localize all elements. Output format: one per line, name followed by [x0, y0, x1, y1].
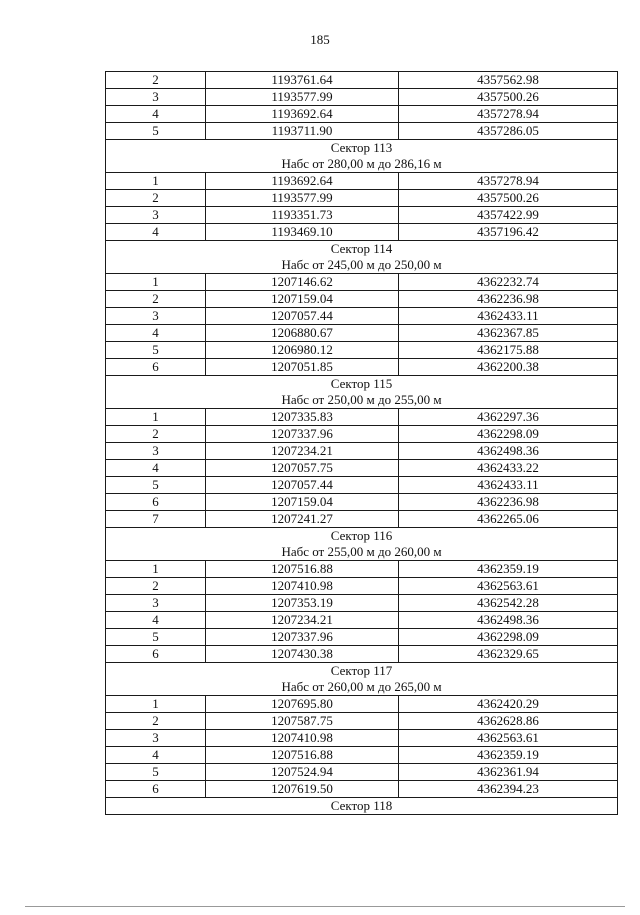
table-row: [106, 747, 618, 764]
point-number-cell: 5: [106, 764, 206, 781]
x-coordinate-cell: 1207410.98: [206, 578, 399, 595]
y-coordinate-cell: 4357278.94: [399, 173, 618, 190]
point-number-cell: 6: [106, 494, 206, 511]
point-number-cell: 4: [106, 612, 206, 629]
table-row: [106, 561, 618, 578]
x-coordinate-cell: 1207524.94: [206, 764, 399, 781]
point-number-cell: 3: [106, 308, 206, 325]
point-number-cell: 4: [106, 325, 206, 342]
table-row: [106, 106, 618, 123]
y-coordinate-cell: 4362359.19: [399, 747, 618, 764]
table-row: [106, 342, 618, 359]
x-coordinate-cell: 1207337.96: [206, 426, 399, 443]
y-coordinate-cell: 4362433.11: [399, 477, 618, 494]
x-coordinate-cell: 1193351.73: [206, 207, 399, 224]
x-coordinate-cell: 1207335.83: [206, 409, 399, 426]
x-coordinate-cell: 1193692.64: [206, 106, 399, 123]
x-coordinate-cell: 1207587.75: [206, 713, 399, 730]
point-number-cell: 4: [106, 747, 206, 764]
point-number-cell: 1: [106, 561, 206, 578]
table-row: [106, 72, 618, 89]
y-coordinate-cell: 4362265.06: [399, 511, 618, 528]
coordinates-table-body: [106, 72, 618, 815]
table-row: [106, 595, 618, 612]
sector-depth-range-row: [106, 156, 618, 173]
y-coordinate-cell: 4362298.09: [399, 629, 618, 646]
y-coordinate-cell: 4357278.94: [399, 106, 618, 123]
y-coordinate-cell: 4362298.09: [399, 426, 618, 443]
table-row: [106, 781, 618, 798]
table-row: [106, 359, 618, 376]
point-number-cell: 3: [106, 443, 206, 460]
y-coordinate-cell: 4357500.26: [399, 89, 618, 106]
x-coordinate-cell: 1193577.99: [206, 89, 399, 106]
point-number-cell: 4: [106, 460, 206, 477]
x-coordinate-cell: 1207516.88: [206, 747, 399, 764]
sector-depth-range-row: [106, 679, 618, 696]
y-coordinate-cell: 4357562.98: [399, 72, 618, 89]
point-number-cell: 3: [106, 207, 206, 224]
table-row: [106, 443, 618, 460]
y-coordinate-cell: 4362200.38: [399, 359, 618, 376]
y-coordinate-cell: 4362232.74: [399, 274, 618, 291]
y-coordinate-cell: 4362498.36: [399, 612, 618, 629]
x-coordinate-cell: 1207410.98: [206, 730, 399, 747]
x-coordinate-cell: 1207159.04: [206, 291, 399, 308]
sector-depth-range-row: [106, 257, 618, 274]
y-coordinate-cell: 4362433.22: [399, 460, 618, 477]
x-coordinate-cell: 1193577.99: [206, 190, 399, 207]
sector-depth-range: Набс от 245,00 м до 250,00 м: [106, 257, 618, 274]
table-row: [106, 190, 618, 207]
point-number-cell: 2: [106, 190, 206, 207]
y-coordinate-cell: 4357422.99: [399, 207, 618, 224]
y-coordinate-cell: 4362628.86: [399, 713, 618, 730]
x-coordinate-cell: 1207241.27: [206, 511, 399, 528]
sector-title: Сектор 114: [106, 241, 618, 258]
table-row: [106, 629, 618, 646]
table-row: [106, 291, 618, 308]
point-number-cell: 2: [106, 578, 206, 595]
point-number-cell: 4: [106, 224, 206, 241]
sector-depth-range: Набс от 260,00 м до 265,00 м: [106, 679, 618, 696]
sector-title: Сектор 118: [106, 798, 618, 815]
sector-depth-range-row: [106, 544, 618, 561]
x-coordinate-cell: 1207337.96: [206, 629, 399, 646]
point-number-cell: 2: [106, 291, 206, 308]
sector-title-row: [106, 528, 618, 545]
x-coordinate-cell: 1207057.44: [206, 477, 399, 494]
point-number-cell: 6: [106, 781, 206, 798]
table-row: [106, 646, 618, 663]
sector-depth-range-row: [106, 392, 618, 409]
x-coordinate-cell: 1193692.64: [206, 173, 399, 190]
table-row: [106, 764, 618, 781]
sector-title: Сектор 113: [106, 140, 618, 157]
x-coordinate-cell: 1207051.85: [206, 359, 399, 376]
sector-title-row: [106, 376, 618, 393]
point-number-cell: 2: [106, 72, 206, 89]
table-row: [106, 696, 618, 713]
point-number-cell: 3: [106, 730, 206, 747]
table-row: [106, 224, 618, 241]
point-number-cell: 1: [106, 696, 206, 713]
table-row: [106, 612, 618, 629]
point-number-cell: 6: [106, 359, 206, 376]
sector-title-row: [106, 663, 618, 680]
table-row: [106, 274, 618, 291]
table-row: [106, 730, 618, 747]
y-coordinate-cell: 4362329.65: [399, 646, 618, 663]
page-number: 185: [310, 32, 330, 47]
y-coordinate-cell: 4357500.26: [399, 190, 618, 207]
x-coordinate-cell: 1207234.21: [206, 443, 399, 460]
coordinates-table: [105, 71, 618, 815]
table-row: [106, 713, 618, 730]
sector-title-row: [106, 798, 618, 815]
table-row: [106, 325, 618, 342]
sector-depth-range: Набс от 280,00 м до 286,16 м: [106, 156, 618, 173]
point-number-cell: 6: [106, 646, 206, 663]
point-number-cell: 1: [106, 274, 206, 291]
x-coordinate-cell: 1193711.90: [206, 123, 399, 140]
table-row: [106, 409, 618, 426]
y-coordinate-cell: 4362563.61: [399, 730, 618, 747]
sector-depth-range: Набс от 255,00 м до 260,00 м: [106, 544, 618, 561]
y-coordinate-cell: 4357196.42: [399, 224, 618, 241]
sector-depth-range: Набс от 250,00 м до 255,00 м: [106, 392, 618, 409]
table-row: [106, 511, 618, 528]
x-coordinate-cell: 1207695.80: [206, 696, 399, 713]
y-coordinate-cell: 4362433.11: [399, 308, 618, 325]
x-coordinate-cell: 1193469.10: [206, 224, 399, 241]
y-coordinate-cell: 4362563.61: [399, 578, 618, 595]
y-coordinate-cell: 4362297.36: [399, 409, 618, 426]
sector-title: Сектор 115: [106, 376, 618, 393]
table-row: [106, 578, 618, 595]
y-coordinate-cell: 4362175.88: [399, 342, 618, 359]
sector-title: Сектор 116: [106, 528, 618, 545]
x-coordinate-cell: 1206880.67: [206, 325, 399, 342]
x-coordinate-cell: 1207516.88: [206, 561, 399, 578]
table-row: [106, 494, 618, 511]
x-coordinate-cell: 1207430.38: [206, 646, 399, 663]
point-number-cell: 1: [106, 409, 206, 426]
table-row: [106, 173, 618, 190]
point-number-cell: 2: [106, 426, 206, 443]
x-coordinate-cell: 1206980.12: [206, 342, 399, 359]
sector-title: Сектор 117: [106, 663, 618, 680]
y-coordinate-cell: 4362394.23: [399, 781, 618, 798]
x-coordinate-cell: 1207057.75: [206, 460, 399, 477]
x-coordinate-cell: 1207234.21: [206, 612, 399, 629]
y-coordinate-cell: 4362359.19: [399, 561, 618, 578]
table-row: [106, 89, 618, 106]
point-number-cell: 3: [106, 595, 206, 612]
x-coordinate-cell: 1207159.04: [206, 494, 399, 511]
point-number-cell: 2: [106, 713, 206, 730]
table-row: [106, 426, 618, 443]
y-coordinate-cell: 4362236.98: [399, 494, 618, 511]
point-number-cell: 3: [106, 89, 206, 106]
y-coordinate-cell: 4362420.29: [399, 696, 618, 713]
table-row: [106, 123, 618, 140]
table-row: [106, 460, 618, 477]
table-row: [106, 207, 618, 224]
y-coordinate-cell: 4362367.85: [399, 325, 618, 342]
point-number-cell: 5: [106, 477, 206, 494]
table-row: [106, 477, 618, 494]
sector-title-row: [106, 241, 618, 258]
point-number-cell: 4: [106, 106, 206, 123]
y-coordinate-cell: 4362236.98: [399, 291, 618, 308]
y-coordinate-cell: 4362542.28: [399, 595, 618, 612]
point-number-cell: 5: [106, 342, 206, 359]
point-number-cell: 5: [106, 123, 206, 140]
sector-title-row: [106, 140, 618, 157]
x-coordinate-cell: 1207057.44: [206, 308, 399, 325]
x-coordinate-cell: 1207146.62: [206, 274, 399, 291]
y-coordinate-cell: 4357286.05: [399, 123, 618, 140]
point-number-cell: 7: [106, 511, 206, 528]
point-number-cell: 1: [106, 173, 206, 190]
table-row: [106, 308, 618, 325]
y-coordinate-cell: 4362498.36: [399, 443, 618, 460]
y-coordinate-cell: 4362361.94: [399, 764, 618, 781]
page-bottom-edge: [25, 906, 625, 907]
point-number-cell: 5: [106, 629, 206, 646]
x-coordinate-cell: 1207619.50: [206, 781, 399, 798]
x-coordinate-cell: 1207353.19: [206, 595, 399, 612]
x-coordinate-cell: 1193761.64: [206, 72, 399, 89]
